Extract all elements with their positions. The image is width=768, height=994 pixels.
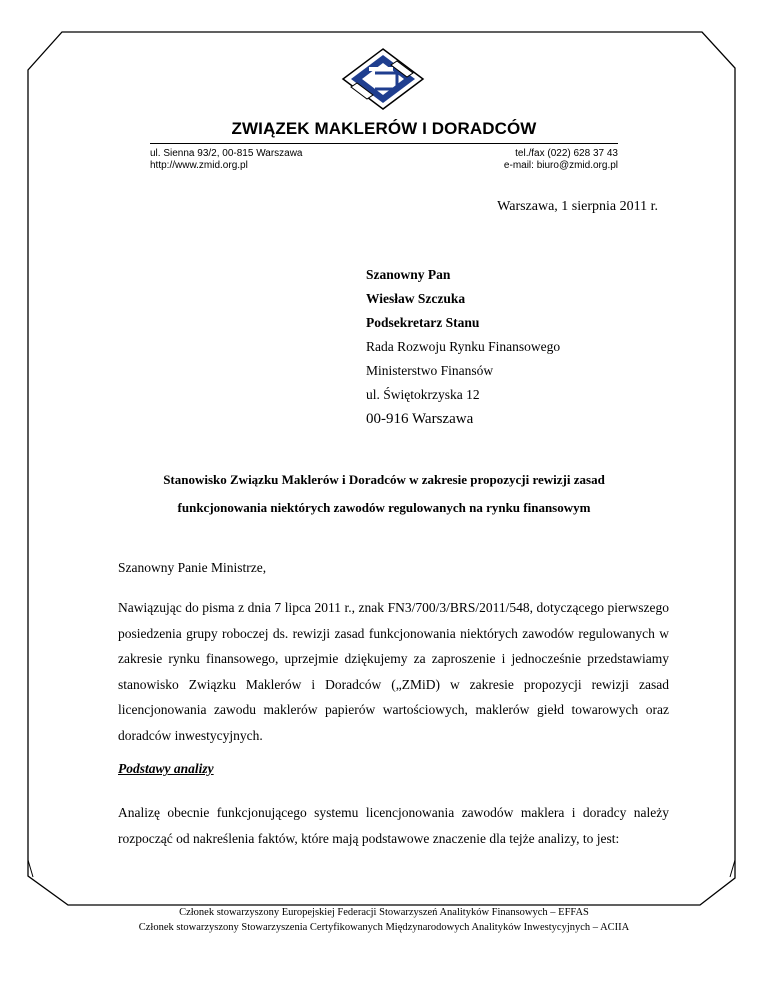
date-line: Warszawa, 1 sierpnia 2011 r.: [497, 199, 658, 214]
section-heading: Podstawy analizy: [118, 761, 214, 776]
address-line: ul. Sienna 93/2, 00-815 Warszawa: [150, 148, 303, 159]
recipient-ministry: Ministerstwo Finansów: [366, 363, 494, 378]
phone-line: tel./fax (022) 628 37 43: [515, 148, 618, 159]
letterhead-contact-left: [150, 148, 303, 172]
salutation: Szanowny Panie Ministrze,: [118, 560, 267, 575]
recipient-city: 00-916 Warszawa: [366, 411, 474, 427]
body-paragraph-1: Nawiązując do pisma z dnia 7 lipca 2011 r., znak FN3/700/3/BRS/2011/548, dotyczącego pierwszego posiedzenia grupy roboczej ds. rewizji zasad funkcjonowania niektórych zawodów regulowanych w zakresie rynku finansowego, uprzejmie dziękujemy za zaproszenie i jednocześnie przedstawiamy stanowisko Związku Maklerów i Doradców („ZMiD) w zakresie propozycji rewizji zasad licencjonowania zawodu maklerów papierów wartościowych, maklerów giełd towarowych oraz doradców inwestycyjnych.: [118, 600, 669, 743]
letterhead-contact-right: [504, 148, 618, 172]
website-link[interactable]: http://www.zmid.org.pl: [150, 160, 248, 171]
title-line-2: funkcjonowania niektórych zawodów regulowanych na rynku finansowym: [177, 500, 591, 515]
letter-footer: [0, 905, 768, 935]
title-line-1: Stanowisko Związku Maklerów i Doradców w zakresie propozycji rewizji zasad: [163, 472, 605, 487]
zmid-logo-icon: [331, 47, 435, 111]
recipient-position: Podsekretarz Stanu: [366, 315, 480, 330]
recipient-name: Wiesław Szczuka: [366, 291, 466, 306]
footer-line-2: Członek stowarzyszony Stowarzyszenia Certyfikowanych Międzynarodowych Analityków Inwestycyjnych – ACIIA: [138, 922, 630, 933]
recipient-street: ul. Świętokrzyska 12: [366, 387, 480, 402]
organization-name: ZWIĄZEK MAKLERÓW I DORADCÓW: [231, 119, 537, 138]
recipient-council: Rada Rozwoju Rynku Finansowego: [366, 339, 561, 354]
footer-line-1: Członek stowarzyszony Europejskiej Federacji Stowarzyszeń Analityków Finansowych – EFFAS: [179, 907, 589, 918]
recipient-greeting: Szanowny Pan: [366, 267, 451, 282]
recipient-block: [366, 265, 560, 433]
email-link[interactable]: e-mail: biuro@zmid.org.pl: [503, 160, 618, 171]
letter-title: [110, 466, 658, 522]
letterhead-divider: [150, 143, 618, 144]
body-paragraph-2: Analizę obecnie funkcjonującego systemu licencjonowania zawodów maklera i doradcy należy rozpocząć od nakreślenia faktów, które mają podstawowe znaczenie dla tejże analizy, to jest:: [118, 805, 669, 846]
